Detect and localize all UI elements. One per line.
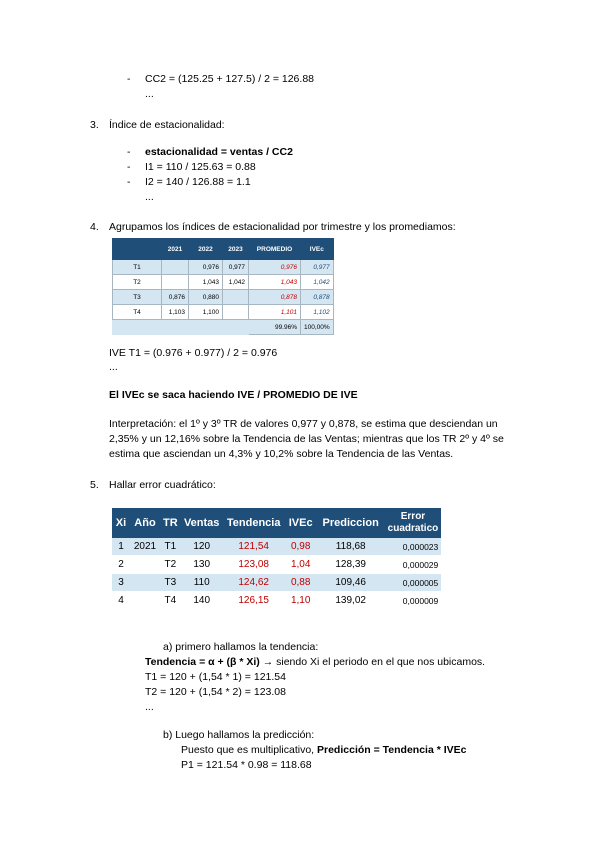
prediction-p1: P1 = 121.54 * 0.98 = 118.68 [181, 759, 312, 771]
table-row: 4 T4 140 126,15 1,10 139,02 0,000009 [112, 592, 441, 610]
table-header: IVEc [301, 239, 334, 260]
trend-formula-rest: → siendo Xi el periodo en el que nos ubicamos. [259, 656, 486, 668]
index-2: I2 = 140 / 126.88 = 1.1 [145, 176, 251, 188]
table-header: Xi [112, 508, 130, 538]
bullet: - [127, 73, 131, 85]
ellipsis: ... [145, 88, 154, 100]
step-b-label: b) Luego hallamos la predicción: [163, 729, 315, 741]
seasonality-table [112, 238, 334, 335]
interpretation-line-2: 2,35% y un 12,16% sobre la Tendencia de las Ventas; mientras que los TR 2º y 4º se [109, 433, 504, 445]
table-row: T2 1,043 1,042 1,043 1,042 [113, 275, 334, 290]
table-row: T4 1,103 1,100 1,101 1,102 [113, 305, 334, 320]
table-header: PROMEDIO [249, 239, 301, 260]
bullet: - [127, 176, 131, 188]
table-header: Error cuadratico [385, 508, 442, 538]
table-header: Año [130, 508, 160, 538]
trend-formula [145, 656, 485, 668]
cc2-line: CC2 = (125.25 + 127.5) / 2 = 126.88 [145, 73, 314, 85]
table-header [113, 239, 162, 260]
table-header: Prediccion [317, 508, 385, 538]
table-header: 2021 [162, 239, 189, 260]
prediction-formula-bold: Predicción = Tendencia * IVEc [317, 744, 467, 756]
seasonality-formula: estacionalidad = ventas / CC2 [145, 146, 293, 158]
ive-t1-calc: IVE T1 = (0.976 + 0.977) / 2 = 0.976 [109, 347, 278, 359]
table-row: T1 0,976 0,977 0,976 0,977 [113, 260, 334, 275]
table-row: T3 0,876 0,880 0,878 0,878 [113, 290, 334, 305]
ellipsis: ... [145, 701, 154, 713]
section-3-title: Índice de estacionalidad: [109, 119, 225, 131]
ivec-note: El IVEc se saca haciendo IVE / PROMEDIO DE IVE [109, 389, 358, 401]
ellipsis: ... [145, 191, 154, 203]
ellipsis: ... [109, 361, 118, 373]
error-table [112, 508, 441, 610]
table-header: TR [160, 508, 181, 538]
prediction-formula-pre: Puesto que es multiplicativo, [181, 744, 317, 756]
trend-t2: T2 = 120 + (1,54 * 2) = 123.08 [145, 686, 286, 698]
section-5-number: 5. [90, 479, 99, 491]
table-header: 2023 [223, 239, 249, 260]
table-header: Tendencia [223, 508, 285, 538]
bullet: - [127, 161, 131, 173]
trend-formula-bold: Tendencia = α + (β * Xi) [145, 656, 260, 668]
table-header: 2022 [189, 239, 223, 260]
section-5-title: Hallar error cuadrático: [109, 479, 216, 491]
table-total-row: 99.96% 100,00% [113, 320, 334, 335]
table-row: 1 2021 T1 120 121,54 0,98 118,68 0,000023 [112, 538, 441, 556]
section-4-number: 4. [90, 221, 99, 233]
interpretation-line-3: estima que asciendan un 4,3% y 10,2% sobre la Tendencia de las Ventas. [109, 448, 454, 460]
table-header: Ventas [181, 508, 223, 538]
table-header: IVEc [285, 508, 317, 538]
section-4-title: Agrupamos los índices de estacionalidad por trimestre y los promediamos: [109, 221, 456, 233]
section-3-number: 3. [90, 119, 99, 131]
step-a-label: a) primero hallamos la tendencia: [163, 641, 319, 653]
prediction-formula [181, 744, 467, 756]
interpretation-line-1: Interpretación: el 1º y 3º TR de valores 0,977 y 0,878, se estima que desciendan un [109, 418, 498, 430]
bullet: - [127, 146, 131, 158]
table-row: 2 T2 130 123,08 1,04 128,39 0,000029 [112, 556, 441, 574]
index-1: I1 = 110 / 125.63 = 0.88 [145, 161, 256, 173]
trend-t1: T1 = 120 + (1,54 * 1) = 121.54 [145, 671, 286, 683]
table-row: 3 T3 110 124,62 0,88 109,46 0,000005 [112, 574, 441, 592]
